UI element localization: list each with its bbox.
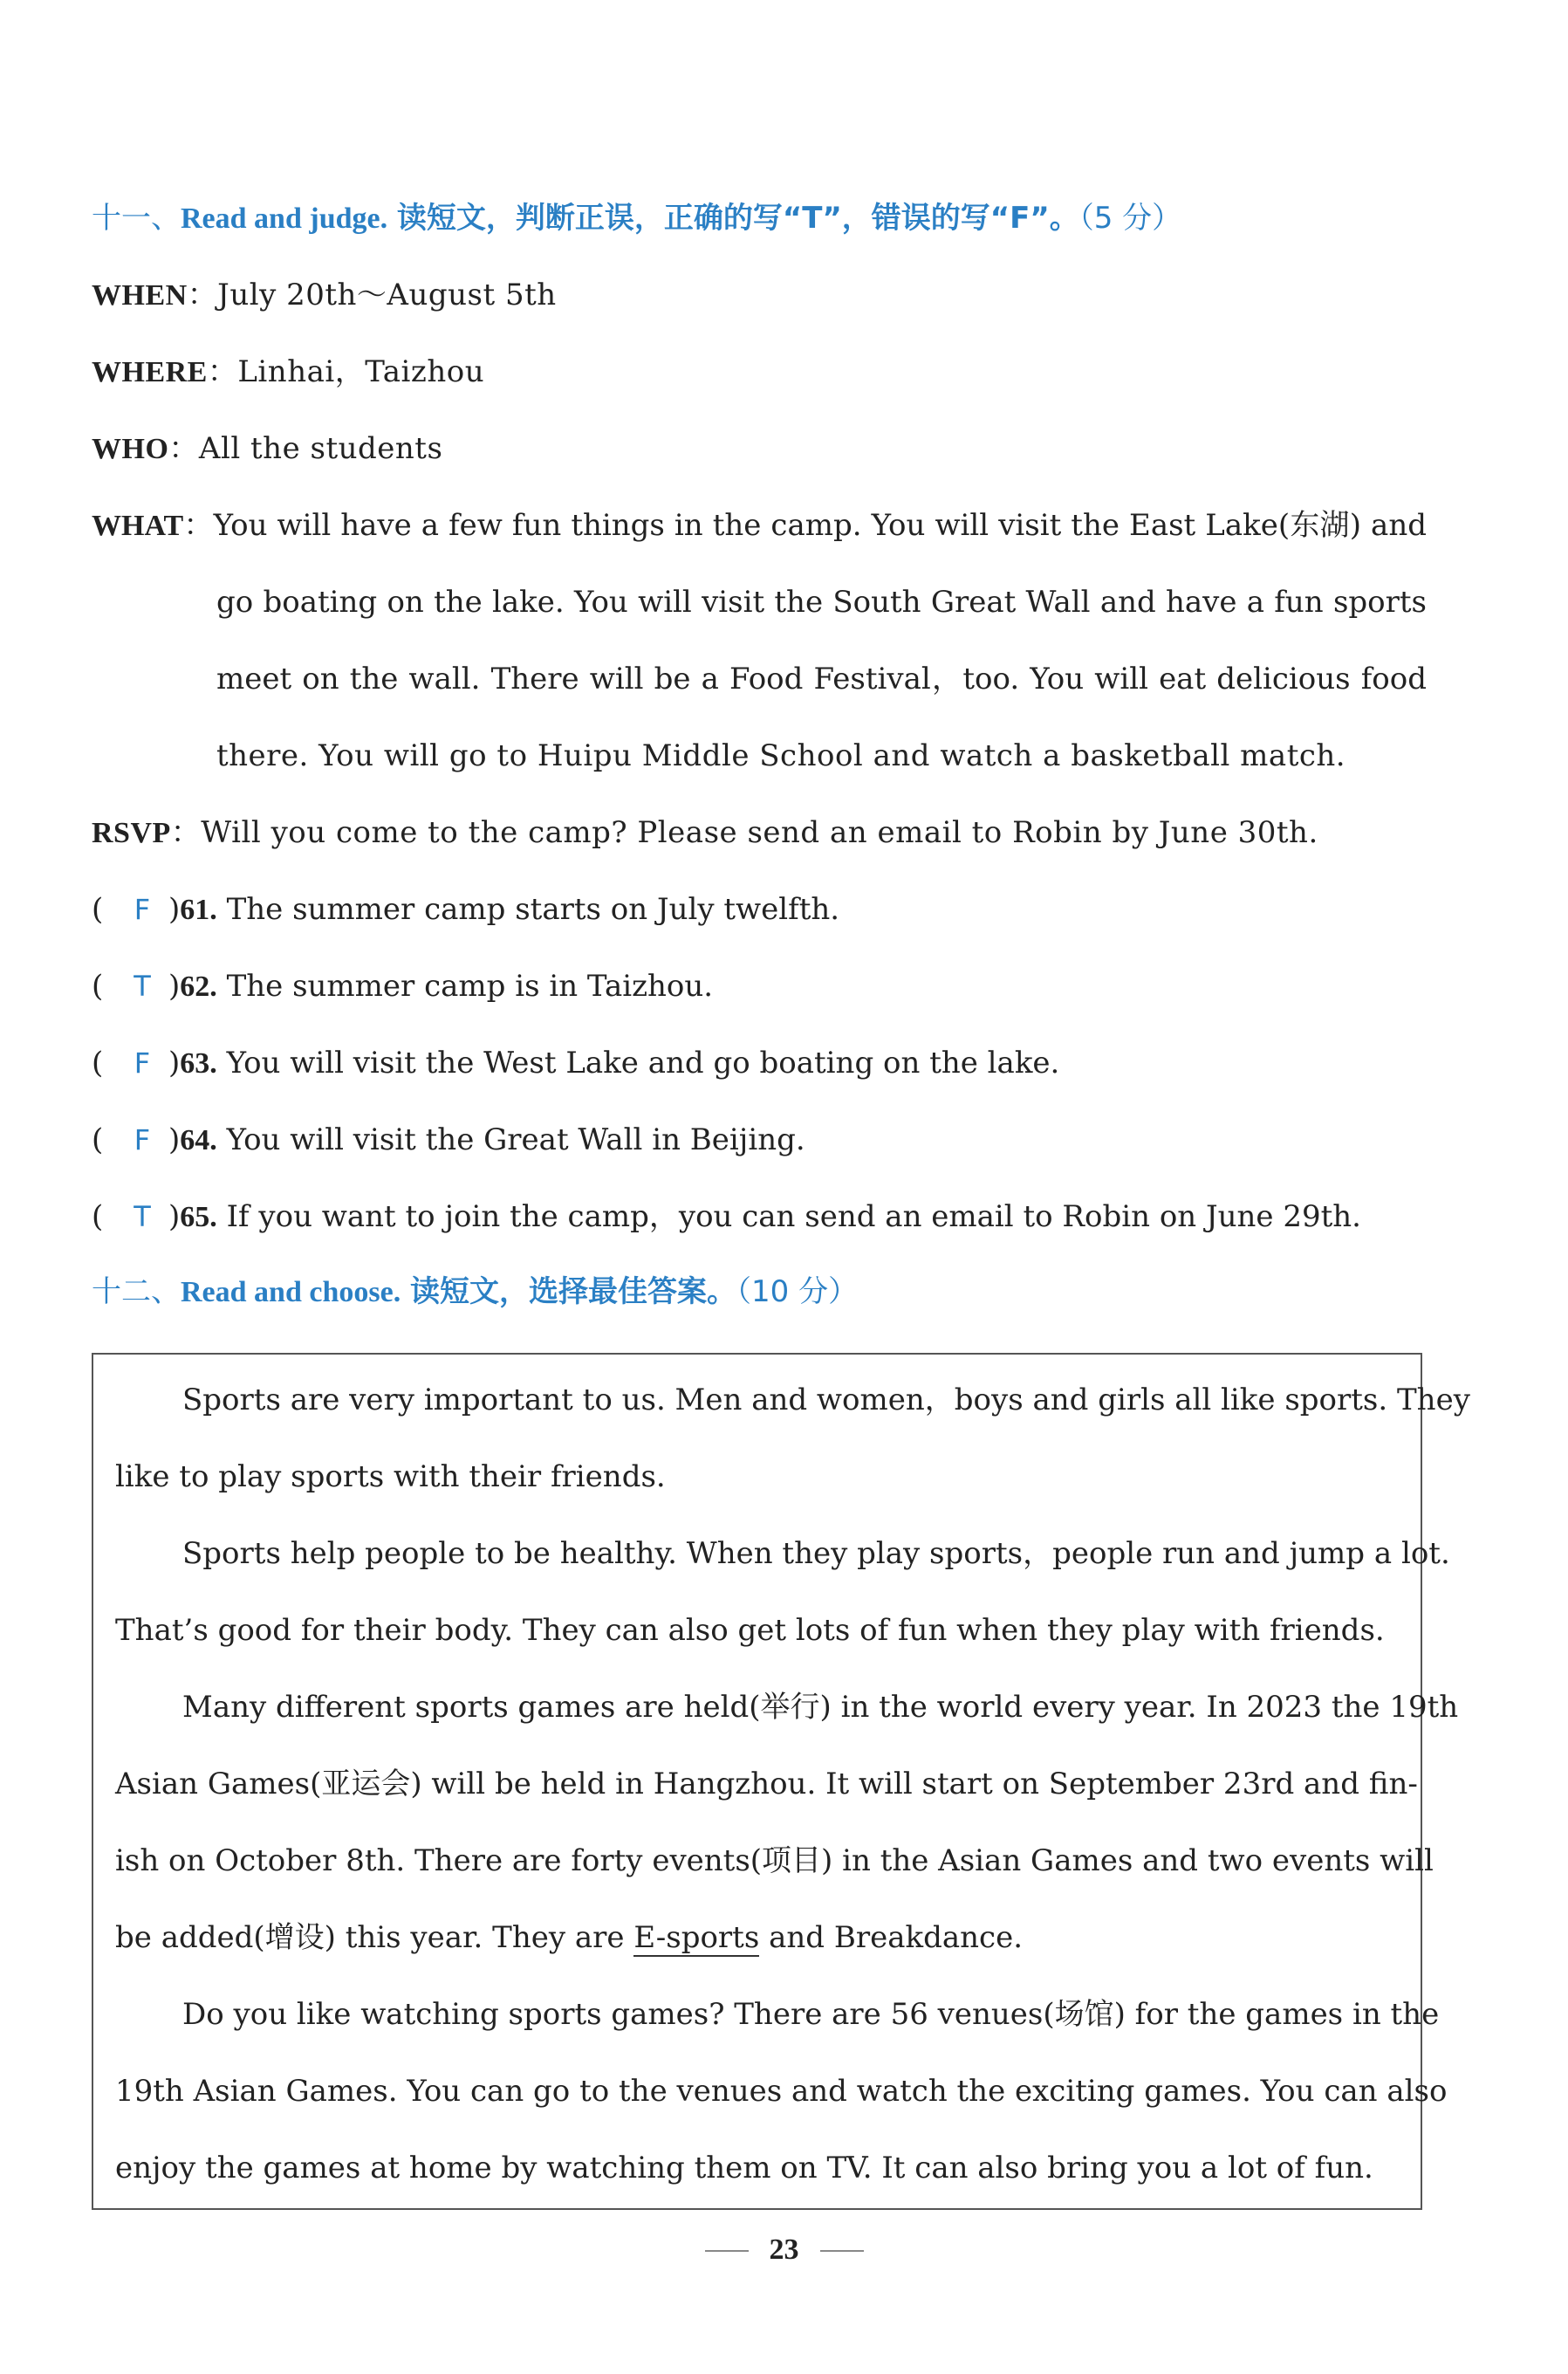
passage-text: be added(增设) this year. They are bbox=[115, 1920, 634, 1955]
section-title-en: Read and choose. bbox=[181, 1276, 401, 1308]
paren-open: ( bbox=[92, 1199, 104, 1234]
rsvp-label: RSVP bbox=[92, 817, 171, 849]
what-label: WHAT bbox=[92, 510, 184, 542]
question-62 bbox=[92, 967, 713, 1006]
question-number: 61. bbox=[180, 894, 217, 926]
question-number: 65. bbox=[180, 1201, 217, 1233]
question-text: The summer camp starts on July twelfth. bbox=[216, 892, 840, 927]
page-number: 23 bbox=[769, 2233, 799, 2266]
underlined-term: E-sports bbox=[633, 1920, 760, 1955]
passage-line bbox=[115, 1918, 1023, 1957]
notice-what-line-2: go boating on the lake. You will visit the South Great Wall and have a fun sports bbox=[216, 585, 1427, 620]
paren-close: ) bbox=[168, 969, 181, 1004]
answer-63[interactable]: F bbox=[134, 1046, 151, 1080]
section-title-en: Read and judge. bbox=[181, 202, 388, 235]
answer-62[interactable]: T bbox=[134, 970, 151, 1003]
passage-line: That’s good for their body. They can also get lots of fun when they play with friends. bbox=[115, 1613, 1385, 1648]
question-61 bbox=[92, 890, 839, 930]
rsvp-value: ：Will you come to the camp? Please send an email to Robin by June 30th. bbox=[170, 815, 1318, 850]
passage-line: Many different sports games are held(举行) in the world every year. In 2023 the 19th bbox=[182, 1690, 1459, 1725]
passage-line: 19th Asian Games. You can go to the venues and watch the exciting games. You can also bbox=[115, 2074, 1448, 2109]
section-points: （10 分） bbox=[736, 1274, 859, 1309]
passage-line: like to play sports with their friends. bbox=[115, 1459, 666, 1494]
passage-box bbox=[92, 1353, 1470, 2210]
section-11-heading bbox=[92, 199, 1181, 238]
footer-dash-right bbox=[820, 2250, 864, 2252]
notice-when bbox=[92, 276, 557, 315]
paren-open: ( bbox=[92, 1122, 104, 1157]
notice-who bbox=[92, 429, 442, 469]
question-text: You will visit the West Lake and go boating on the lake. bbox=[216, 1046, 1060, 1081]
passage-line: enjoy the games at home by watching them on TV. It can also bring you a lot of fun. bbox=[115, 2151, 1373, 2185]
where-value: ：Linhai，Taizhou bbox=[207, 354, 485, 389]
question-text: If you want to join the camp，you can send an email to Robin on June 29th. bbox=[216, 1199, 1361, 1234]
notice-what-line-4: there. You will go to Huipu Middle School and watch a basketball match. bbox=[216, 738, 1346, 773]
paren-close: ) bbox=[168, 892, 181, 927]
when-label: WHEN bbox=[92, 279, 188, 312]
when-value: ：July 20th～August 5th bbox=[187, 278, 557, 312]
notice-what-line-1 bbox=[92, 506, 1427, 545]
question-number: 63. bbox=[180, 1047, 217, 1080]
who-label: WHO bbox=[92, 433, 169, 465]
section-number: 十二、 bbox=[92, 1274, 181, 1309]
answer-65[interactable]: T bbox=[134, 1200, 151, 1233]
question-text: The summer camp is in Taizhou. bbox=[216, 969, 714, 1004]
question-number: 64. bbox=[180, 1124, 217, 1156]
section-title-cn: 读短文，判断正误，正确的写“T”，错误的写“F”。 bbox=[396, 201, 1079, 236]
notice-what-line-3: meet on the wall. There will be a Food Festival，too. You will eat delicious food bbox=[216, 662, 1427, 696]
answer-64[interactable]: F bbox=[134, 1123, 151, 1156]
page-footer bbox=[0, 2230, 1568, 2269]
passage-line: ish on October 8th. There are forty events(项目) in the Asian Games and two events will bbox=[115, 1843, 1434, 1878]
paren-close: ) bbox=[168, 1046, 181, 1081]
notice-where bbox=[92, 353, 484, 392]
section-number: 十一、 bbox=[92, 201, 181, 236]
paren-open: ( bbox=[92, 969, 104, 1004]
answer-61[interactable]: F bbox=[134, 893, 151, 926]
passage-text: and Breakdance. bbox=[759, 1920, 1023, 1955]
section-points: （5 分） bbox=[1078, 201, 1182, 236]
passage-line: Sports help people to be healthy. When they play sports，people run and jump a lot. bbox=[182, 1536, 1450, 1571]
paren-open: ( bbox=[92, 892, 104, 927]
notice-rsvp bbox=[92, 813, 1318, 853]
footer-dash-left bbox=[705, 2250, 749, 2252]
paren-close: ) bbox=[168, 1122, 181, 1157]
paren-close: ) bbox=[168, 1199, 181, 1234]
passage-line: Do you like watching sports games? There are 56 venues(场馆) for the games in the bbox=[182, 1997, 1440, 2032]
question-63 bbox=[92, 1044, 1059, 1083]
passage-line: Asian Games(亚运会) will be held in Hangzhou. It will start on September 23rd and fin- bbox=[115, 1767, 1418, 1801]
question-65 bbox=[92, 1197, 1361, 1237]
section-12-heading bbox=[92, 1273, 858, 1312]
paren-open: ( bbox=[92, 1046, 104, 1081]
who-value: ：All the students bbox=[168, 431, 443, 466]
passage-line: Sports are very important to us. Men and women，boys and girls all like sports. They bbox=[182, 1383, 1470, 1417]
what-text: ：You will have a few fun things in the camp. You will visit the East Lake(东湖) and bbox=[183, 508, 1427, 543]
question-64 bbox=[92, 1121, 805, 1160]
section-title-cn: 读短文，选择最佳答案。 bbox=[410, 1274, 737, 1309]
question-text: You will visit the Great Wall in Beijing. bbox=[216, 1122, 805, 1157]
where-label: WHERE bbox=[92, 356, 208, 388]
question-number: 62. bbox=[180, 971, 217, 1003]
